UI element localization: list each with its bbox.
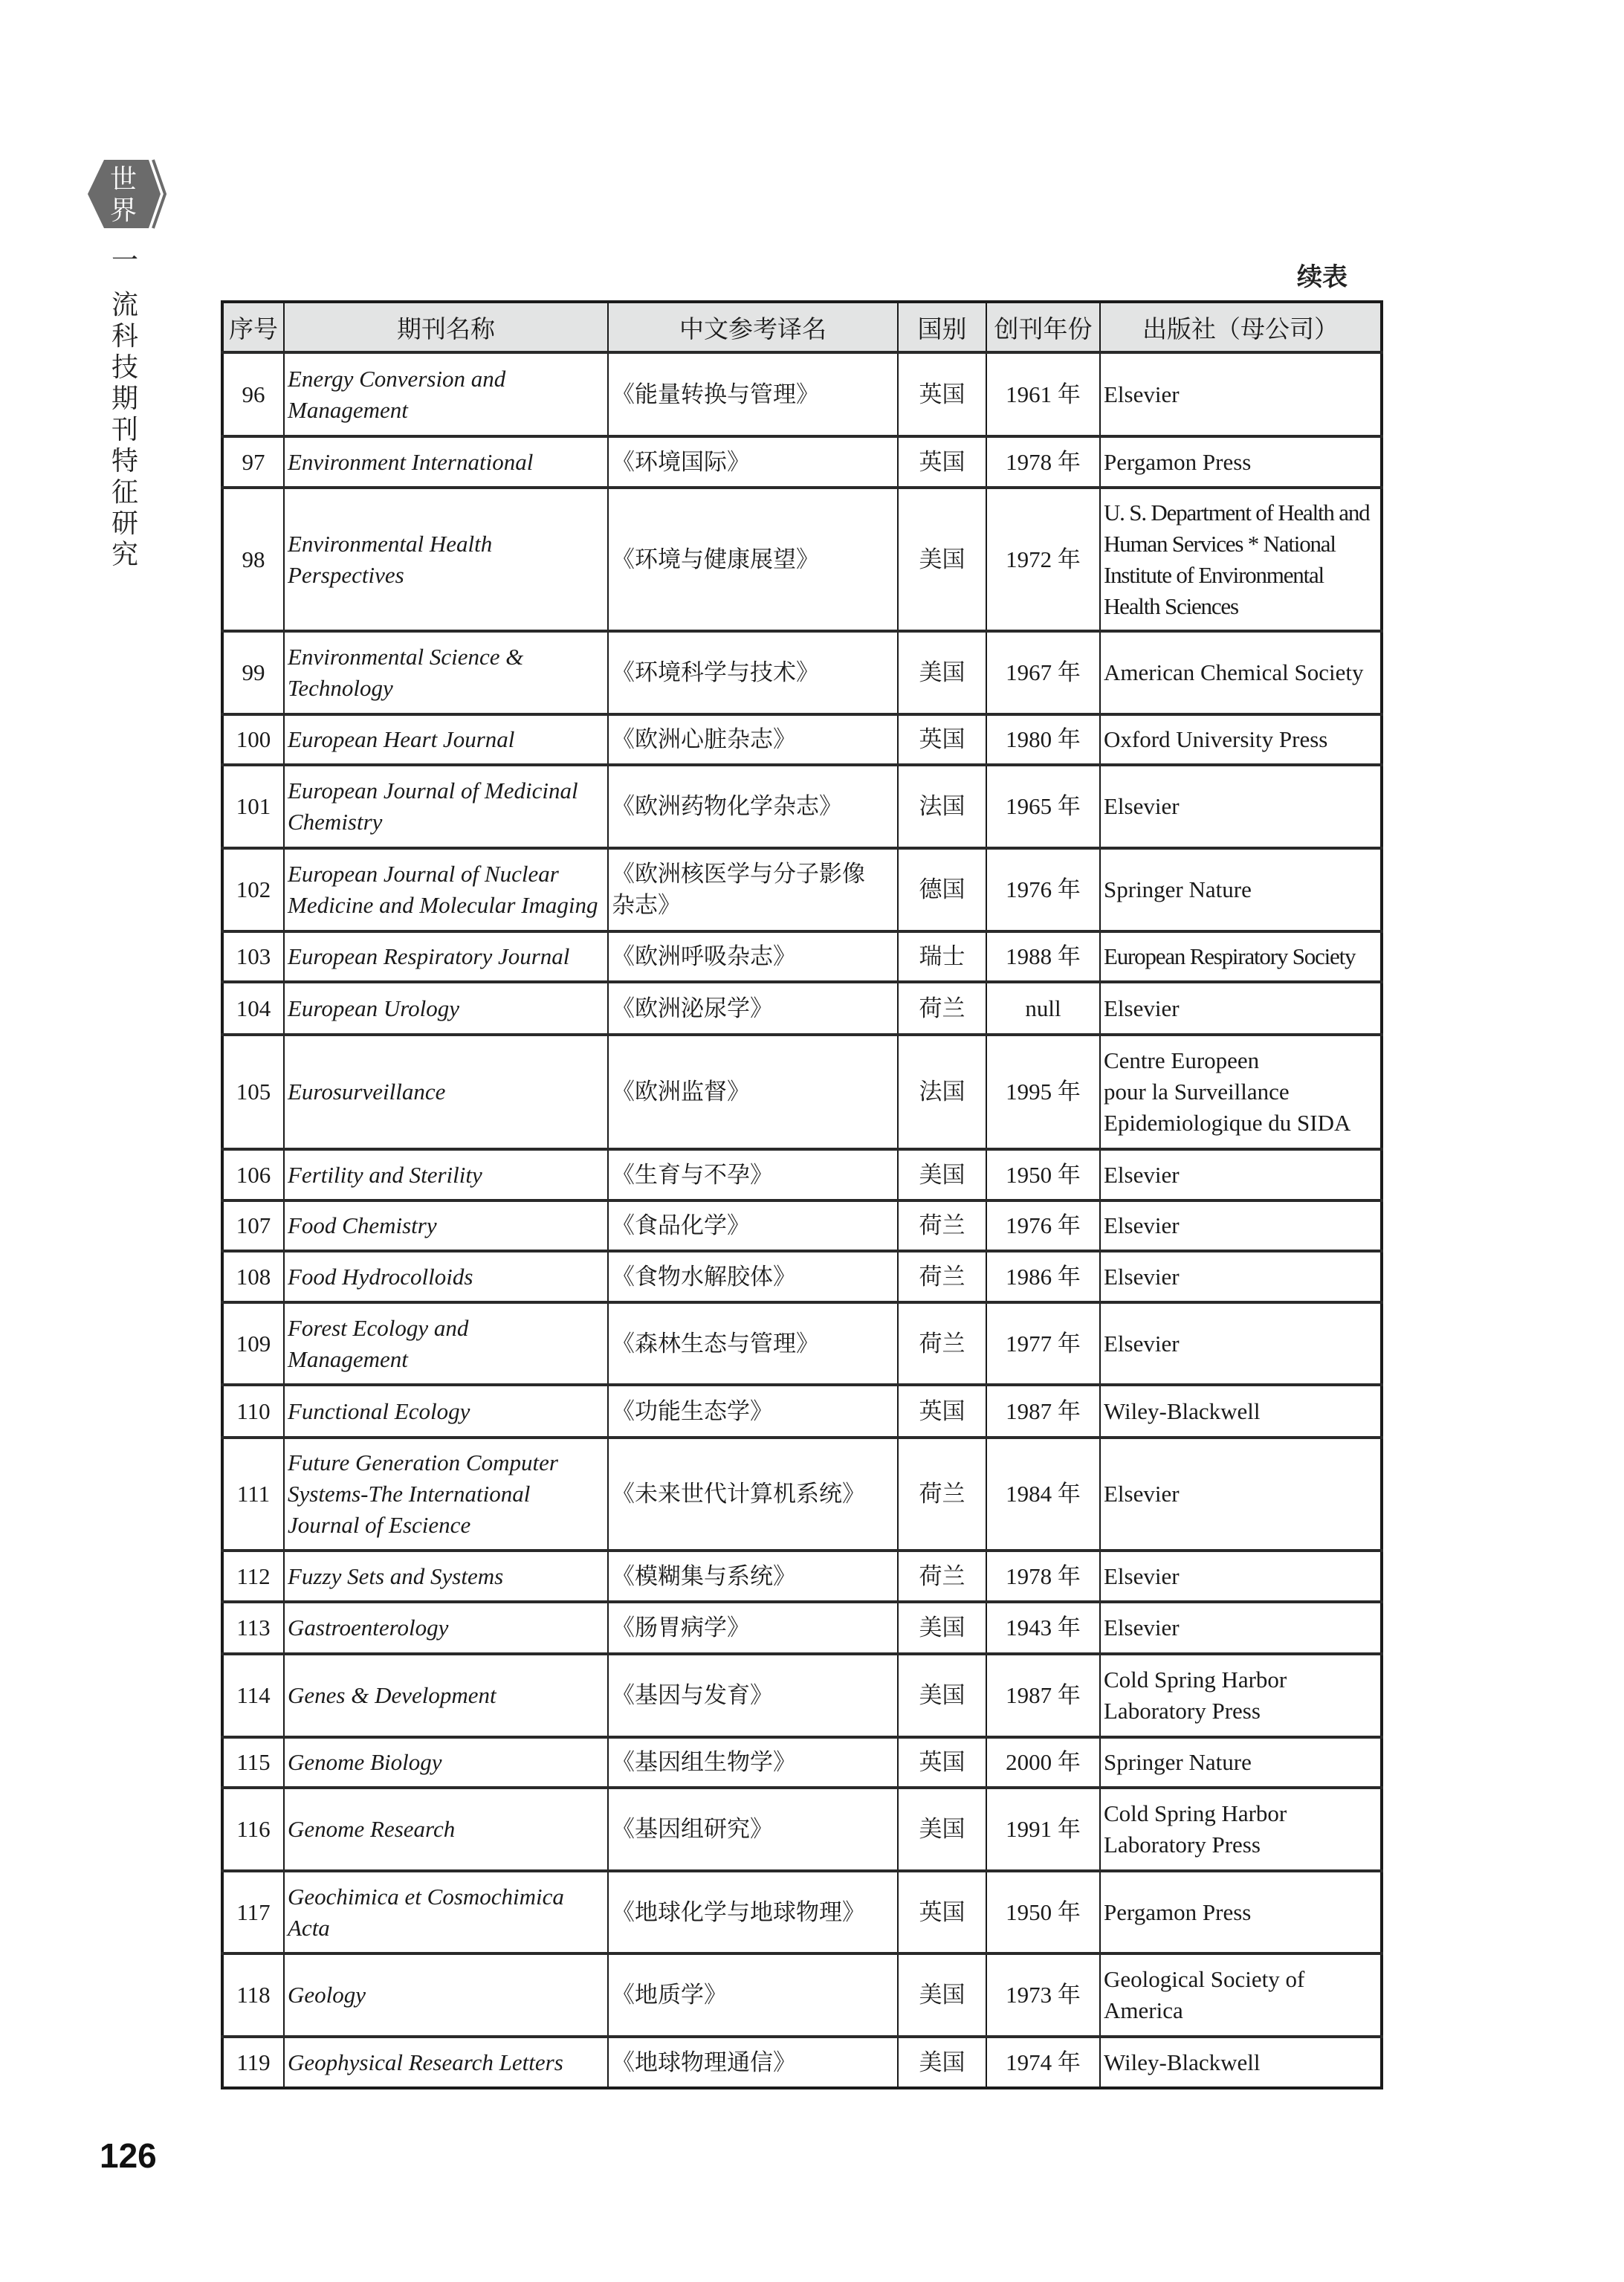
cell-journal-name: [284, 1551, 608, 1602]
title-char: 研: [111, 508, 138, 539]
cell-journal-name-line: Geochimica et Cosmochimica: [288, 1883, 564, 1910]
cell-chinese-name: [608, 1871, 898, 1953]
cell-publisher: [1100, 1035, 1382, 1149]
cell-year: 1943 年: [986, 1602, 1100, 1654]
cell-journal-name: [284, 1654, 608, 1737]
table-row: [222, 1953, 1382, 2037]
cell-country: 德国: [898, 848, 986, 931]
cell-journal-name: [284, 1602, 608, 1654]
cell-journal-name-line: Perspectives: [288, 561, 404, 588]
cell-chinese-name-line: 《欧洲泌尿学》: [612, 995, 773, 1022]
cell-chinese-name-line: 《基因组研究》: [612, 1816, 773, 1843]
cell-publisher-line: Human Services * National: [1104, 530, 1336, 557]
cell-journal-name-line: Environmental Health: [288, 530, 493, 557]
table-row: [222, 1602, 1382, 1654]
cell-publisher: [1100, 436, 1382, 488]
cell-chinese-name: [608, 1385, 898, 1438]
cell-country: 法国: [898, 1035, 986, 1149]
cell-country: 英国: [898, 352, 986, 436]
cell-publisher-line: American Chemical Society: [1104, 659, 1364, 685]
cell-chinese-name: [608, 1551, 898, 1602]
cell-chinese-name-line: 《基因组生物学》: [612, 1749, 796, 1776]
cell-country: 法国: [898, 765, 986, 848]
cell-journal-name: [284, 436, 608, 488]
cell-country: 英国: [898, 436, 986, 488]
cell-publisher-line: Epidemiologique du SIDA: [1104, 1110, 1351, 1136]
cell-no: 100: [222, 714, 284, 765]
table-row: [222, 1302, 1382, 1385]
cell-chinese-name-line: 《肠胃病学》: [612, 1614, 750, 1641]
cell-journal-name-line: European Journal of Medicinal: [288, 778, 578, 804]
table-row: [222, 1385, 1382, 1438]
cell-journal-name: [284, 1737, 608, 1788]
chapter-badge: [86, 158, 168, 230]
cell-publisher-line: Pergamon Press: [1104, 448, 1252, 475]
header-chinese-name: 中文参考译名: [608, 302, 898, 352]
cell-no: 101: [222, 765, 284, 848]
cell-no: 107: [222, 1200, 284, 1251]
cell-no: 113: [222, 1602, 284, 1654]
cell-publisher-line: Cold Spring Harbor: [1104, 1800, 1287, 1826]
cell-no: 115: [222, 1737, 284, 1788]
cell-publisher: [1100, 1871, 1382, 1953]
cell-country: 美国: [898, 488, 986, 631]
cell-publisher: [1100, 1438, 1382, 1551]
badge-text: [106, 164, 141, 227]
cell-year: 1978 年: [986, 1551, 1100, 1602]
cell-chinese-name: [608, 488, 898, 631]
cell-no: 106: [222, 1149, 284, 1200]
cell-publisher-line: Health Sciences: [1104, 592, 1238, 619]
cell-journal-name-line: Journal of Escience: [288, 1512, 471, 1538]
cell-year: 1988 年: [986, 931, 1100, 982]
cell-chinese-name-line: 《食品化学》: [612, 1212, 750, 1239]
cell-no: 118: [222, 1953, 284, 2037]
cell-no: 117: [222, 1871, 284, 1953]
cell-no: 103: [222, 931, 284, 982]
cell-publisher-line: Elsevier: [1104, 1161, 1180, 1188]
cell-journal-name-line: Chemistry: [288, 809, 383, 835]
cell-country: 美国: [898, 1149, 986, 1200]
cell-year: 1950 年: [986, 1871, 1100, 1953]
cell-year: 1972 年: [986, 488, 1100, 631]
table-row: [222, 1035, 1382, 1149]
cell-chinese-name: [608, 1149, 898, 1200]
header-journal-name: 期刊名称: [284, 302, 608, 352]
cell-country: 英国: [898, 1737, 986, 1788]
cell-chinese-name: [608, 352, 898, 436]
cell-chinese-name: [608, 982, 898, 1035]
cell-no: 104: [222, 982, 284, 1035]
table-row: [222, 982, 1382, 1035]
cell-country: 荷兰: [898, 1251, 986, 1302]
cell-chinese-name-line: 《欧洲核医学与分子影像: [612, 861, 865, 888]
cell-journal-name: [284, 765, 608, 848]
cell-country: 英国: [898, 714, 986, 765]
cell-country: 英国: [898, 1871, 986, 1953]
title-char: 流: [111, 290, 138, 320]
cell-year: 1980 年: [986, 714, 1100, 765]
cell-year: 2000 年: [986, 1737, 1100, 1788]
cell-publisher-line: Elsevier: [1104, 381, 1180, 407]
table-row: [222, 631, 1382, 714]
cell-journal-name: [284, 1035, 608, 1149]
table-row: [222, 1149, 1382, 1200]
cell-journal-name: [284, 982, 608, 1035]
cell-chinese-name-line: 《环境国际》: [612, 448, 750, 476]
badge-char: 世: [109, 164, 137, 195]
cell-chinese-name-line: 《欧洲监督》: [612, 1079, 750, 1105]
cell-publisher-line: Geological Society of: [1104, 1966, 1305, 1992]
cell-journal-name: [284, 1302, 608, 1385]
cell-journal-name-line: Systems-The International: [288, 1481, 531, 1507]
cell-journal-name: [284, 1200, 608, 1251]
table-row: [222, 1654, 1382, 1737]
cell-journal-name-line: Genome Research: [288, 1816, 456, 1842]
cell-journal-name-line: European Respiratory Journal: [288, 943, 570, 969]
cell-publisher-line: Elsevier: [1104, 995, 1180, 1021]
cell-publisher-line: Springer Nature: [1104, 1749, 1252, 1775]
cell-year: 1961 年: [986, 352, 1100, 436]
cell-no: 102: [222, 848, 284, 931]
cell-publisher: [1100, 1788, 1382, 1871]
badge-char: 界: [109, 195, 137, 226]
cell-chinese-name-line: 《欧洲呼吸杂志》: [612, 943, 796, 970]
cell-publisher: [1100, 631, 1382, 714]
cell-publisher: [1100, 1602, 1382, 1654]
vertical-book-title: [109, 245, 141, 571]
cell-chinese-name-line: 《欧洲心脏杂志》: [612, 726, 796, 753]
cell-chinese-name-line: 《功能生态学》: [612, 1397, 773, 1425]
cell-no: 109: [222, 1302, 284, 1385]
cell-journal-name-line: European Heart Journal: [288, 726, 515, 752]
cell-publisher-line: Springer Nature: [1104, 876, 1252, 902]
cell-no: 110: [222, 1385, 284, 1438]
cell-journal-name: [284, 1953, 608, 2037]
cell-country: 美国: [898, 1654, 986, 1737]
cell-publisher-line: Wiley-Blackwell: [1104, 2049, 1261, 2075]
cell-no: 119: [222, 2037, 284, 2088]
cell-chinese-name: [608, 1602, 898, 1654]
cell-chinese-name: [608, 714, 898, 765]
title-char: 科: [111, 321, 138, 352]
table-row: [222, 1438, 1382, 1551]
cell-country: 荷兰: [898, 1302, 986, 1385]
cell-publisher-line: Pergamon Press: [1104, 1898, 1252, 1925]
cell-chinese-name: [608, 1953, 898, 2037]
cell-publisher: [1100, 1737, 1382, 1788]
cell-journal-name: [284, 488, 608, 631]
cell-year: 1967 年: [986, 631, 1100, 714]
cell-country: 荷兰: [898, 1438, 986, 1551]
cell-journal-name: [284, 931, 608, 982]
cell-chinese-name-line: 《能量转换与管理》: [612, 381, 819, 408]
cell-chinese-name: [608, 1654, 898, 1737]
table-row: [222, 1251, 1382, 1302]
cell-year: 1965 年: [986, 765, 1100, 848]
cell-no: 114: [222, 1654, 284, 1737]
cell-journal-name-line: Food Hydrocolloids: [288, 1263, 473, 1290]
cell-journal-name-line: Environment International: [288, 448, 534, 475]
cell-publisher-line: Elsevier: [1104, 1212, 1180, 1238]
cell-year: 1977 年: [986, 1302, 1100, 1385]
cell-journal-name-line: European Urology: [288, 995, 460, 1021]
cell-chinese-name-line: 《生育与不孕》: [612, 1161, 773, 1189]
cell-chinese-name: [608, 1035, 898, 1149]
header-no: 序号: [222, 302, 284, 352]
header-year: 创刊年份: [986, 302, 1100, 352]
cell-publisher: [1100, 1953, 1382, 2037]
cell-publisher: [1100, 1251, 1382, 1302]
cell-year: 1950 年: [986, 1149, 1100, 1200]
cell-no: 98: [222, 488, 284, 631]
cell-publisher: [1100, 2037, 1382, 2088]
cell-no: 112: [222, 1551, 284, 1602]
cell-chinese-name: [608, 631, 898, 714]
cell-year: 1995 年: [986, 1035, 1100, 1149]
cell-journal-name: [284, 631, 608, 714]
cell-chinese-name-line: 杂志》: [612, 892, 681, 919]
cell-country: 荷兰: [898, 1200, 986, 1251]
cell-publisher-line: pour la Surveillance: [1104, 1079, 1290, 1105]
cell-chinese-name: [608, 1200, 898, 1251]
cell-publisher: [1100, 1200, 1382, 1251]
cell-chinese-name: [608, 1737, 898, 1788]
cell-publisher: [1100, 488, 1382, 631]
cell-no: 111: [222, 1438, 284, 1551]
cell-country: 美国: [898, 2037, 986, 2088]
cell-publisher-line: Elsevier: [1104, 793, 1180, 819]
header-publisher: 出版社（母公司）: [1100, 302, 1382, 352]
cell-chinese-name-line: 《未来世代计算机系统》: [612, 1481, 865, 1507]
cell-journal-name: [284, 1251, 608, 1302]
continued-table-label: 续表: [1297, 262, 1348, 292]
cell-journal-name-line: Functional Ecology: [288, 1397, 470, 1424]
cell-publisher: [1100, 1302, 1382, 1385]
cell-journal-name-line: Energy Conversion and: [288, 365, 506, 392]
cell-no: 105: [222, 1035, 284, 1149]
cell-chinese-name: [608, 848, 898, 931]
table-row: [222, 931, 1382, 982]
cell-year: 1976 年: [986, 1200, 1100, 1251]
cell-publisher-line: Laboratory Press: [1104, 1698, 1261, 1724]
cell-country: 美国: [898, 1602, 986, 1654]
cell-journal-name-line: Eurosurveillance: [288, 1079, 446, 1105]
cell-chinese-name-line: 《地质学》: [612, 1982, 727, 2008]
cell-journal-name-line: Geophysical Research Letters: [288, 2049, 563, 2075]
cell-publisher-line: Elsevier: [1104, 1481, 1180, 1507]
cell-journal-name-line: European Journal of Nuclear: [288, 861, 559, 887]
cell-chinese-name: [608, 1788, 898, 1871]
table-row: [222, 436, 1382, 488]
cell-journal-name-line: Gastroenterology: [288, 1614, 449, 1641]
cell-chinese-name: [608, 765, 898, 848]
cell-chinese-name: [608, 436, 898, 488]
title-char: 期: [111, 384, 138, 414]
cell-publisher: [1100, 1149, 1382, 1200]
title-char: 征: [111, 477, 138, 508]
cell-journal-name: [284, 714, 608, 765]
table-row: [222, 2037, 1382, 2088]
journal-table: [221, 300, 1383, 2089]
cell-chinese-name-line: 《食物水解胶体》: [612, 1263, 796, 1290]
cell-journal-name: [284, 1438, 608, 1551]
cell-publisher-line: U. S. Department of Health and: [1104, 499, 1370, 526]
cell-journal-name-line: Future Generation Computer: [288, 1449, 558, 1475]
cell-publisher-line: Elsevier: [1104, 1330, 1180, 1357]
cell-journal-name-line: Genes & Development: [288, 1682, 496, 1708]
cell-chinese-name: [608, 2037, 898, 2088]
cell-publisher: [1100, 1654, 1382, 1737]
cell-chinese-name-line: 《环境与健康展望》: [612, 546, 819, 573]
cell-publisher: [1100, 714, 1382, 765]
cell-chinese-name-line: 《地球物理通信》: [612, 2049, 796, 2076]
cell-chinese-name: [608, 1302, 898, 1385]
cell-chinese-name-line: 《环境科学与技术》: [612, 659, 819, 686]
cell-year: 1984 年: [986, 1438, 1100, 1551]
cell-country: 英国: [898, 1385, 986, 1438]
title-char: 技: [111, 352, 138, 383]
cell-publisher-line: Wiley-Blackwell: [1104, 1397, 1261, 1424]
cell-publisher: [1100, 352, 1382, 436]
cell-publisher: [1100, 982, 1382, 1035]
cell-journal-name-line: Forest Ecology and: [288, 1314, 469, 1341]
cell-journal-name-line: Geology: [288, 1982, 366, 2008]
cell-year: 1976 年: [986, 848, 1100, 931]
cell-journal-name: [284, 2037, 608, 2088]
cell-publisher-line: Elsevier: [1104, 1562, 1180, 1589]
table-row: [222, 1871, 1382, 1953]
cell-publisher-line: Laboratory Press: [1104, 1832, 1261, 1858]
cell-country: 荷兰: [898, 1551, 986, 1602]
cell-chinese-name-line: 《地球化学与地球物理》: [612, 1898, 865, 1926]
cell-year: 1974 年: [986, 2037, 1100, 2088]
table-row: [222, 1737, 1382, 1788]
table-row: [222, 1551, 1382, 1602]
cell-journal-name-line: Environmental Science &: [288, 644, 524, 670]
cell-publisher: [1100, 848, 1382, 931]
cell-publisher: [1100, 1551, 1382, 1602]
cell-country: 瑞士: [898, 931, 986, 982]
cell-chinese-name-line: 《欧洲药物化学杂志》: [612, 793, 842, 820]
table-row: [222, 714, 1382, 765]
cell-publisher: [1100, 931, 1382, 982]
table-row: [222, 488, 1382, 631]
cell-publisher-line: Cold Spring Harbor: [1104, 1667, 1287, 1693]
cell-chinese-name: [608, 931, 898, 982]
cell-chinese-name: [608, 1438, 898, 1551]
table-row: [222, 352, 1382, 436]
cell-journal-name: [284, 1788, 608, 1871]
table-row: [222, 1200, 1382, 1251]
cell-no: 108: [222, 1251, 284, 1302]
table-row: [222, 765, 1382, 848]
cell-chinese-name-line: 《基因与发育》: [612, 1682, 773, 1709]
header-country: 国别: [898, 302, 986, 352]
cell-journal-name-line: Fertility and Sterility: [288, 1161, 482, 1188]
cell-publisher-line: Elsevier: [1104, 1614, 1180, 1641]
cell-chinese-name-line: 《森林生态与管理》: [612, 1330, 819, 1357]
title-char: 刊: [111, 415, 138, 445]
cell-journal-name-line: Acta: [288, 1914, 330, 1941]
cell-country: 荷兰: [898, 982, 986, 1035]
cell-journal-name-line: Management: [288, 1345, 408, 1372]
title-char: 究: [111, 540, 138, 570]
cell-country: 美国: [898, 631, 986, 714]
cell-year: 1973 年: [986, 1953, 1100, 2037]
page-number: 126: [100, 2136, 157, 2175]
cell-no: 96: [222, 352, 284, 436]
cell-country: 美国: [898, 1788, 986, 1871]
cell-publisher-line: America: [1104, 1997, 1183, 2023]
cell-publisher-line: Oxford University Press: [1104, 726, 1328, 752]
cell-no: 99: [222, 631, 284, 714]
cell-journal-name: [284, 1149, 608, 1200]
table-row: [222, 848, 1382, 931]
cell-no: 116: [222, 1788, 284, 1871]
cell-journal-name-line: Management: [288, 396, 408, 423]
cell-journal-name: [284, 352, 608, 436]
cell-no: 97: [222, 436, 284, 488]
cell-journal-name: [284, 1385, 608, 1438]
cell-journal-name-line: Genome Biology: [288, 1749, 442, 1775]
cell-publisher: [1100, 765, 1382, 848]
cell-publisher-line: Elsevier: [1104, 1263, 1180, 1290]
table-body: [222, 352, 1382, 2088]
cell-chinese-name-line: 《模糊集与系统》: [612, 1562, 796, 1590]
cell-journal-name-line: Food Chemistry: [288, 1212, 437, 1238]
cell-year: 1991 年: [986, 1788, 1100, 1871]
cell-chinese-name: [608, 1251, 898, 1302]
cell-year: 1986 年: [986, 1251, 1100, 1302]
cell-publisher-line: European Respiratory Society: [1104, 943, 1356, 969]
cell-journal-name-line: Fuzzy Sets and Systems: [288, 1562, 504, 1589]
cell-publisher: [1100, 1385, 1382, 1438]
table-header-row: [222, 302, 1382, 352]
cell-journal-name-line: Technology: [288, 675, 393, 701]
cell-journal-name: [284, 1871, 608, 1953]
cell-publisher-line: Centre Europeen: [1104, 1047, 1260, 1073]
cell-journal-name: [284, 848, 608, 931]
cell-year: 1987 年: [986, 1654, 1100, 1737]
title-char: 一: [111, 245, 138, 276]
cell-year: null: [986, 982, 1100, 1035]
cell-year: 1978 年: [986, 436, 1100, 488]
cell-journal-name-line: Medicine and Molecular Imaging: [288, 892, 598, 918]
title-char: 特: [111, 446, 138, 476]
cell-publisher-line: Institute of Environmental: [1104, 561, 1324, 588]
cell-country: 美国: [898, 1953, 986, 2037]
cell-year: 1987 年: [986, 1385, 1100, 1438]
table-row: [222, 1788, 1382, 1871]
